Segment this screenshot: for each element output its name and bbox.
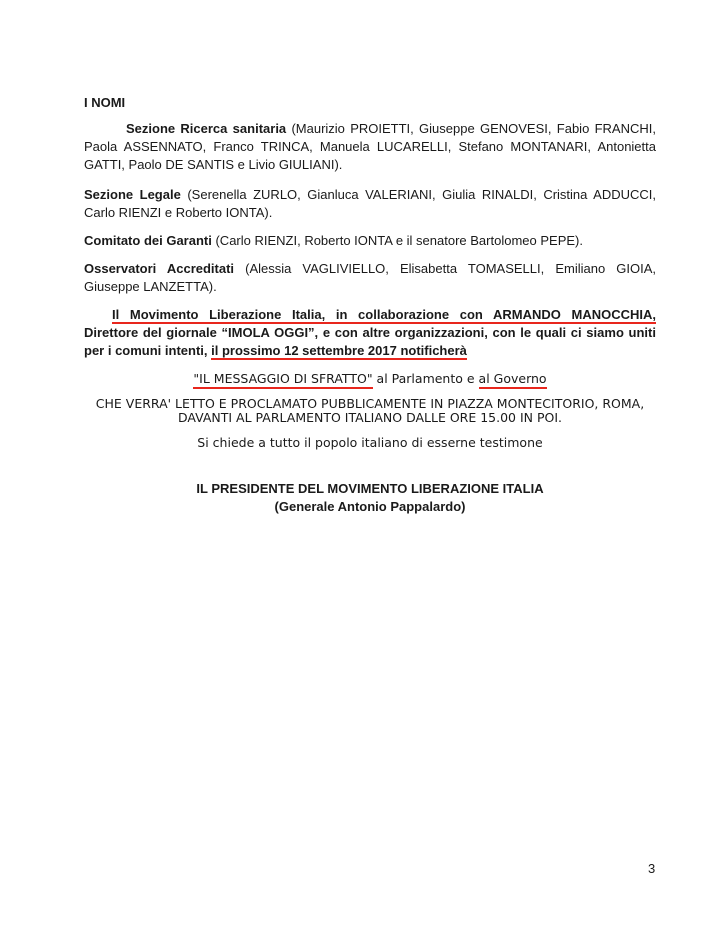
sezione-ricerca-label: Sezione Ricerca sanitaria [126, 121, 287, 136]
comitato-garanti-names: (Carlo RIENZI, Roberto IONTA e il senatore Bartolomeo PEPE). [211, 233, 583, 248]
signature-name: (Generale Antonio Pappalardo) [274, 499, 466, 514]
paragraph-sezione-ricerca [84, 120, 656, 174]
paragraph-comitato-garanti [84, 232, 656, 250]
sezione-legale-names: (Serenella ZURLO, Gianluca VALERIANI, Giulia RINALDI, Cristina ADDUCCI, Carlo RIENZI e Roberto IONTA). [84, 187, 657, 220]
sezione-ricerca-names: (Maurizio PROIETTI, Giuseppe GENOVESI, Fabio FRANCHI, Paola ASSENNATO, Franco TRINCA, Manuela LUCARELLI, Stefano MONTANARI, Antonietta GATTI, Paolo DE SANTIS e Livio GIULIANI). [84, 121, 656, 172]
signature-title: IL PRESIDENTE DEL MOVIMENTO LIBERAZIONE ITALIA [196, 481, 544, 496]
underlined-notification-date: il prossimo 12 settembre 2017 notificherà [211, 343, 467, 358]
underlined-messaggio-sfratto: "IL MESSAGGIO DI SFRATTO" [193, 371, 372, 389]
proclamation-line-2: DAVANTI AL PARLAMENTO ITALIANO DALLE ORE 15.00 IN POI. [177, 410, 563, 425]
messaggio-middle: al Parlamento e [372, 371, 479, 386]
comitato-garanti-label: Comitato dei Garanti [84, 233, 212, 248]
underlined-movimento-collaborazione: Il Movimento Liberazione Italia, in collaborazione con ARMANDO MANOCCHIA, [112, 307, 656, 322]
underlined-al-governo: al Governo [479, 371, 547, 389]
paragraph-osservatori [84, 260, 656, 296]
movimento-text: Direttore del giornale “IMOLA OGGI”, e con altre organizzazioni, con le quali ci siamo uniti per i comuni intenti, [84, 325, 656, 358]
page-number: 3 [648, 861, 656, 876]
osservatori-label: Osservatori Accreditati [84, 261, 235, 276]
testimone-line: Si chiede a tutto il popolo italiano di esserne testimone [197, 435, 543, 450]
paragraph-movimento [84, 306, 656, 360]
paragraph-sezione-legale [84, 186, 656, 222]
proclamation-line-1: CHE VERRA' LETTO E PROCLAMATO PUBBLICAMENTE IN PIAZZA MONTECITORIO, ROMA, [95, 396, 645, 411]
section-heading: I NOMI [84, 95, 126, 110]
messaggio-sfratto-line [84, 370, 656, 388]
sezione-legale-label: Sezione Legale [84, 187, 181, 202]
osservatori-names: (Alessia VAGLIVIELLO, Elisabetta TOMASELLI, Emiliano GIOIA, Giuseppe LANZETTA). [84, 261, 656, 294]
